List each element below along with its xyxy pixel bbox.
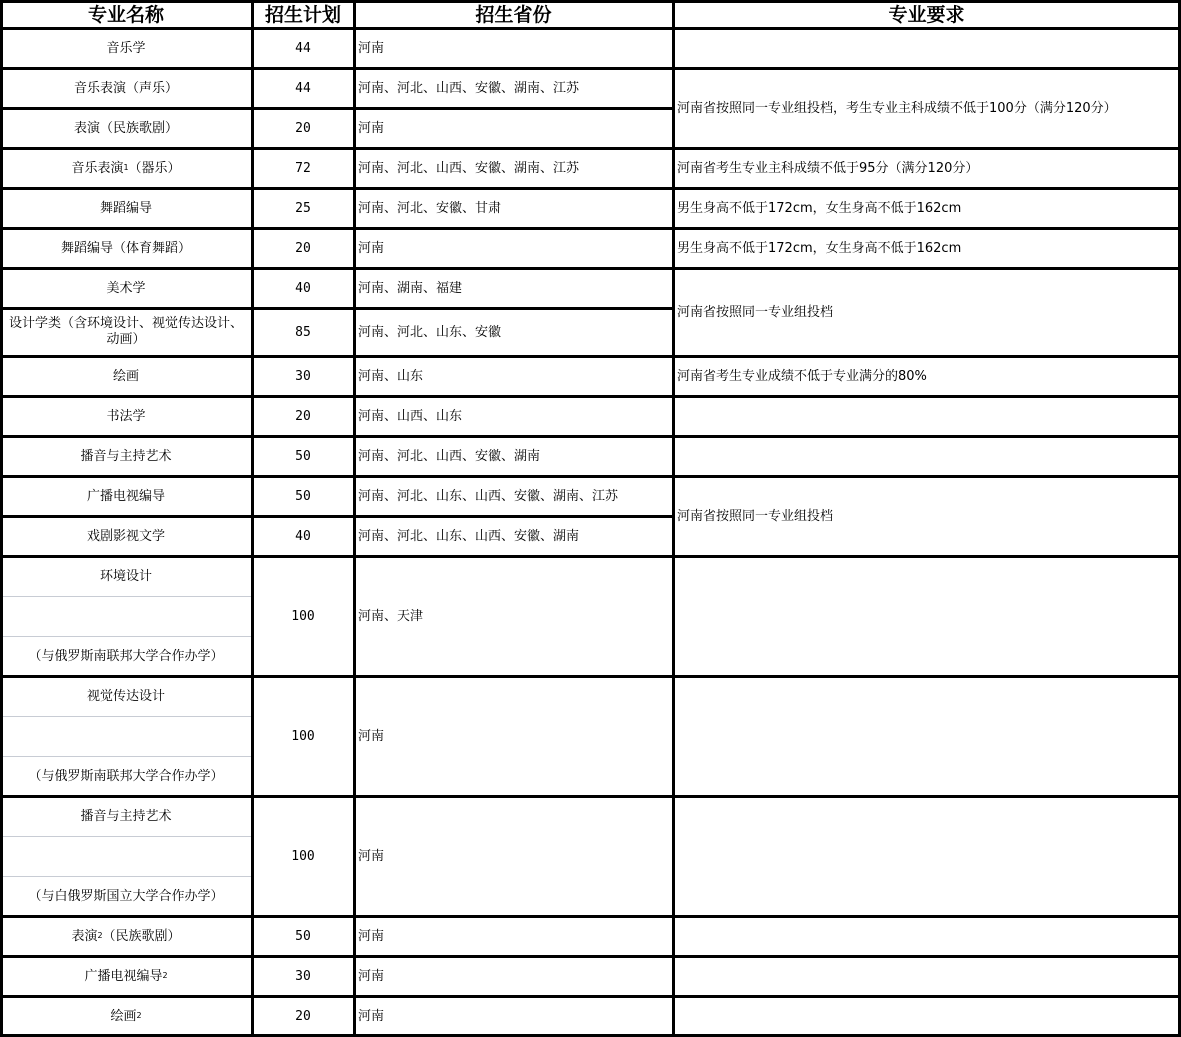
major-name: 表演	[71, 928, 98, 944]
grid-line-h	[0, 435, 1181, 438]
grid-line-h	[0, 675, 1181, 678]
grid-line-h	[0, 915, 1181, 918]
plan-cell: 85	[295, 324, 311, 340]
grid-line-h	[0, 515, 673, 518]
footnote-marker: 2	[136, 1011, 142, 1020]
provinces-cell: 河南、河北、山东、山西、安徽、湖南	[358, 528, 580, 544]
plan-cell: 100	[291, 848, 315, 864]
requirement-cell: 男生身高不低于172cm，女生身高不低于162cm	[677, 200, 962, 216]
major-cell: 设计学类（含环境设计、视觉传达设计、动画）	[8, 316, 243, 347]
grid-line-h	[0, 0, 1181, 3]
plan-cell: 20	[295, 1008, 311, 1024]
provinces-cell: 河南、河北、山东、安徽	[358, 324, 502, 340]
sub-divider	[0, 716, 252, 717]
provinces-cell: 河南、天津	[358, 608, 424, 624]
plan-cell: 100	[291, 728, 315, 744]
requirement-cell	[673, 436, 1180, 476]
plan-cell: 100	[291, 608, 315, 624]
major-cell-line1: 播音与主持艺术	[80, 808, 172, 824]
provinces-cell: 河南、山西、山东	[358, 408, 463, 424]
grid-line-v	[251, 0, 254, 1037]
grid-line-v	[0, 0, 3, 1037]
footnote-marker: 1	[123, 163, 129, 172]
grid-line-h	[0, 395, 1181, 398]
major-name-suffix: （民族歌剧）	[102, 928, 181, 944]
major-cell	[0, 148, 252, 188]
requirement-cell	[673, 956, 1180, 996]
plan-cell: 40	[295, 280, 311, 296]
provinces-cell: 河南、河北、山东、山西、安徽、湖南、江苏	[358, 488, 619, 504]
sub-divider	[0, 596, 252, 597]
major-cell: 音乐学	[106, 40, 146, 56]
provinces-cell: 河南、河北、山西、安徽、湖南、江苏	[358, 80, 580, 96]
major-cell: 广播电视编导	[86, 488, 165, 504]
major-cell-line1: 环境设计	[99, 568, 152, 584]
requirement-cell-merged: 河南省按照同一专业组投档，考生专业主科成绩不低于100分（满分120分）	[677, 100, 1117, 116]
plan-cell: 50	[295, 448, 311, 464]
grid-line-h	[0, 355, 1181, 358]
major-cell-line3: （与俄罗斯南联邦大学合作办学）	[28, 648, 224, 664]
grid-line-h	[0, 107, 673, 110]
provinces-cell: 河南、河北、安徽、甘肃	[358, 200, 502, 216]
grid-line-h	[0, 995, 1181, 998]
plan-cell: 50	[295, 488, 311, 504]
grid-line-v	[353, 0, 356, 1037]
provinces-cell: 河南	[358, 240, 385, 256]
major-cell: 舞蹈编导	[99, 200, 152, 216]
requirement-cell-merged: 河南省按照同一专业组投档	[677, 304, 834, 320]
plan-cell: 20	[295, 240, 311, 256]
plan-cell: 44	[295, 40, 311, 56]
provinces-cell: 河南	[358, 728, 385, 744]
requirement-cell	[673, 996, 1180, 1036]
plan-cell: 44	[295, 80, 311, 96]
grid-line-h	[0, 795, 1181, 798]
requirement-cell-merged: 河南省按照同一专业组投档	[677, 508, 834, 524]
footnote-marker: 2	[97, 931, 103, 940]
grid-line-h	[0, 147, 1181, 150]
requirement-cell: 男生身高不低于172cm，女生身高不低于162cm	[677, 240, 962, 256]
major-name: 广播电视编导	[84, 968, 163, 984]
grid-line-h	[0, 227, 1181, 230]
major-cell-line3: （与俄罗斯南联邦大学合作办学）	[28, 768, 224, 784]
grid-line-h	[0, 555, 1181, 558]
major-cell: 书法学	[106, 408, 146, 424]
grid-line-h	[0, 307, 673, 310]
grid-line-v	[672, 0, 675, 1037]
major-cell: 表演（民族歌剧）	[73, 120, 178, 136]
plan-cell: 30	[295, 968, 311, 984]
requirement-cell	[673, 556, 1180, 676]
provinces-cell: 河南	[358, 120, 385, 136]
sub-divider	[0, 836, 252, 837]
provinces-cell: 河南、河北、山西、安徽、湖南、江苏	[358, 160, 580, 176]
plan-cell: 20	[295, 120, 311, 136]
major-cell: 播音与主持艺术	[80, 448, 172, 464]
grid-line-h	[0, 955, 1181, 958]
provinces-cell: 河南、湖南、福建	[358, 280, 463, 296]
plan-cell: 50	[295, 928, 311, 944]
major-cell	[0, 956, 252, 996]
requirement-cell	[673, 396, 1180, 436]
requirement-cell	[673, 28, 1180, 68]
provinces-cell: 河南	[358, 928, 385, 944]
major-cell: 舞蹈编导（体育舞蹈）	[60, 240, 191, 256]
grid-line-h	[0, 187, 1181, 190]
header-requirements: 专业要求	[888, 3, 965, 26]
major-cell: 美术学	[106, 280, 146, 296]
provinces-cell: 河南	[358, 40, 385, 56]
provinces-cell: 河南、河北、山西、安徽、湖南	[358, 448, 541, 464]
header-enrollment-plan: 招生计划	[264, 3, 341, 26]
header-major-name: 专业名称	[87, 3, 164, 26]
plan-cell: 25	[295, 200, 311, 216]
provinces-cell: 河南	[358, 1008, 385, 1024]
major-cell-line3: （与白俄罗斯国立大学合作办学）	[28, 888, 224, 904]
requirement-cell	[673, 796, 1180, 916]
grid-line-h	[0, 67, 1181, 70]
major-name: 绘画	[110, 1008, 137, 1024]
major-cell	[0, 996, 252, 1036]
major-cell: 戏剧影视文学	[86, 528, 165, 544]
sub-divider	[0, 876, 252, 877]
provinces-cell: 河南	[358, 848, 385, 864]
requirement-cell	[673, 916, 1180, 956]
sub-divider	[0, 756, 252, 757]
plan-cell: 40	[295, 528, 311, 544]
plan-cell: 30	[295, 368, 311, 384]
grid-line-h	[0, 267, 1181, 270]
major-cell-line1: 视觉传达设计	[86, 688, 165, 704]
major-name: 音乐表演	[71, 160, 124, 176]
plan-cell: 20	[295, 408, 311, 424]
major-cell: 绘画	[112, 368, 139, 384]
footnote-marker: 2	[162, 971, 168, 980]
requirement-cell	[673, 676, 1180, 796]
major-cell: 音乐表演（声乐）	[73, 80, 178, 96]
plan-cell: 72	[295, 160, 311, 176]
header-provinces: 招生省份	[475, 3, 552, 26]
grid-line-h	[0, 27, 1181, 30]
sub-divider	[0, 636, 252, 637]
requirement-cell: 河南省考生专业成绩不低于专业满分的80%	[677, 368, 927, 384]
grid-line-h	[0, 475, 1181, 478]
major-cell	[0, 916, 252, 956]
major-name-suffix: （器乐）	[128, 160, 181, 176]
provinces-cell: 河南	[358, 968, 385, 984]
requirement-cell: 河南省考生专业主科成绩不低于95分（满分120分）	[677, 160, 979, 176]
provinces-cell: 河南、山东	[358, 368, 424, 384]
